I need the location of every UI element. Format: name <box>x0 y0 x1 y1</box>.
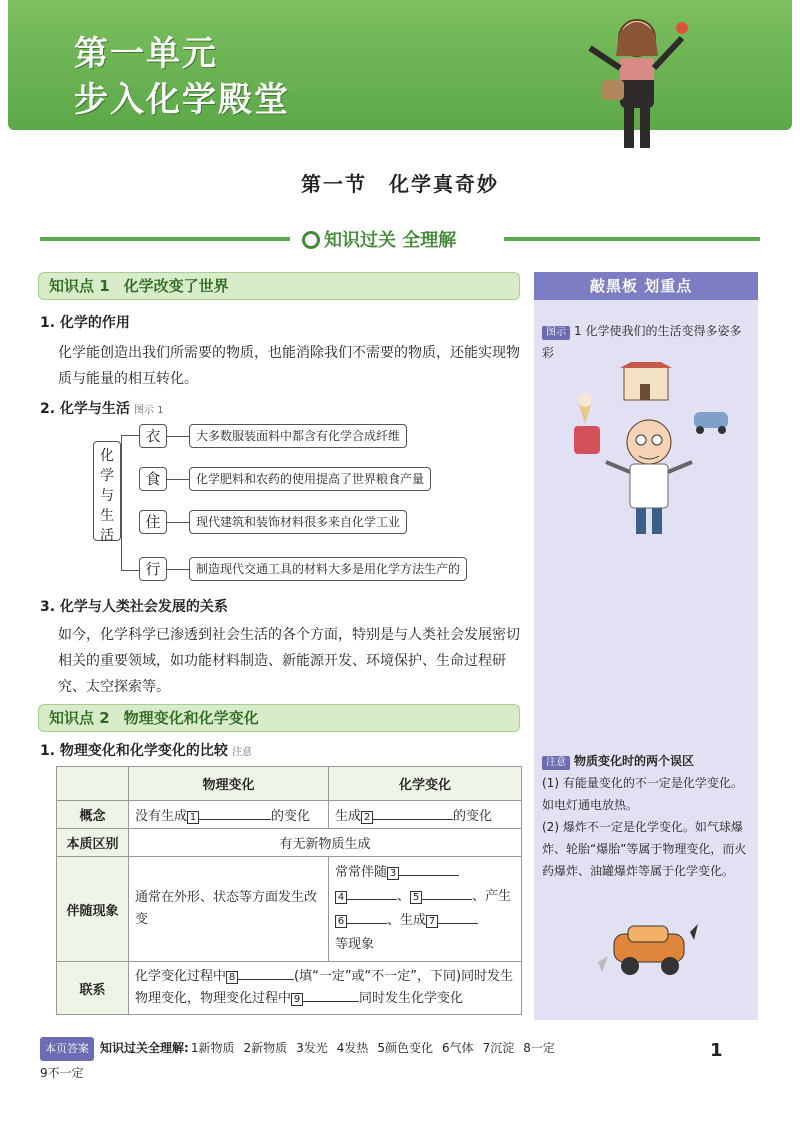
blank-5[interactable] <box>422 899 472 900</box>
sidebar-figure-note: 图示 1 化学使我们的生活变得多姿多彩 <box>542 324 742 360</box>
tree-text-clothing: 大多数服装面料中都含有化学合成纤维 <box>189 424 407 448</box>
blank-4[interactable] <box>347 899 397 900</box>
cell-chemical-phenomena: 常常伴随 3 4 、 5 、产生6 、生成 7 等现象 <box>329 857 522 962</box>
kp2-title: 物理变化和化学变化 <box>123 709 259 727</box>
tree-node-food: 食 <box>139 467 167 491</box>
knowledge-point-1-bar <box>38 272 520 300</box>
tree-text-housing: 现代建筑和装饰材料很多来自化学工业 <box>189 510 407 534</box>
tree-node-housing: 住 <box>139 510 167 534</box>
heading-chem-life: 2. 化学与生活 图示 1 <box>40 401 164 417</box>
answer-item: 8一定 <box>523 1041 555 1055</box>
sidebar-header: 敲黑板 划重点 <box>534 272 758 300</box>
tree-text-transport: 制造现代交通工具的材料大多是用化学方法生产的 <box>189 557 467 581</box>
heading-chem-role: 1. 化学的作用 <box>40 315 130 331</box>
tree-connector <box>167 436 189 437</box>
tree-connector <box>167 569 189 570</box>
para-chem-society: 如今，化学科学已渗透到社会生活的各个方面，特别是与人类社会发展密切相关的重要领域，如功能材料制造、新能源开发、环境保护、生命过程研究、太空探索等。 <box>58 627 520 695</box>
knowledge-divider <box>40 228 760 251</box>
kp1-title: 化学改变了世界 <box>123 277 229 295</box>
blank-8[interactable] <box>238 979 294 980</box>
swirl-icon <box>302 231 320 249</box>
heading-chem-society: 3. 化学与人类社会发展的关系 <box>40 599 228 615</box>
blank-1[interactable] <box>199 819 271 820</box>
answer-item: 1新物质 <box>190 1041 235 1055</box>
page-number: 1 <box>710 1040 723 1061</box>
tree-text-food: 化学肥料和农药的使用提高了世界粮食产量 <box>189 467 431 491</box>
cell-physical-phenomena: 通常在外形、状态等方面发生改变 <box>129 857 329 962</box>
row-label-relation: 联系 <box>57 962 129 1015</box>
answer-item: 5颜色变化 <box>377 1041 434 1055</box>
caution-point-2: (2) 爆炸不一定是化学变化。如气球爆炸、轮胎“爆胎”等属于物理变化，而火药爆炸、油罐爆炸等属于化学变化。 <box>542 820 747 878</box>
cell-relation: 化学变化过程中 8 (填“一定”或“不一定”，下同)同时发生物理变化，物理变化过程中 9 同时发生化学变化 <box>129 962 522 1015</box>
table-corner <box>57 767 129 801</box>
figure-tag: 图示 1 <box>133 405 164 416</box>
table-header-physical: 物理变化 <box>129 767 329 801</box>
tree-bracket <box>121 435 139 571</box>
answer-item: 7沉淀 <box>482 1041 515 1055</box>
answer-item: 3发光 <box>296 1041 328 1055</box>
blank-7[interactable] <box>438 923 478 924</box>
divider-line-right <box>504 237 760 241</box>
unit-banner <box>8 0 792 130</box>
divider-label: 知识过关 全理解 <box>302 226 456 252</box>
blank-3[interactable] <box>399 875 459 876</box>
tree-node-transport: 行 <box>139 557 167 581</box>
answer-item: 4发热 <box>336 1041 369 1055</box>
unit-title: 第一单元 <box>74 34 218 74</box>
kp1-number: 知识点 1 <box>49 277 110 295</box>
figure-tag: 图示 <box>542 326 570 340</box>
key-points-sidebar <box>534 272 758 1020</box>
tree-connector <box>167 522 189 523</box>
girl-mascot-illustration <box>582 8 692 158</box>
exploding-car-illustration <box>594 912 704 982</box>
knowledge-point-2-bar <box>38 704 520 732</box>
divider-line-left <box>40 237 290 241</box>
para-chem-role: 化学能创造出我们所需要的物质，也能消除我们不需要的物质，还能实现物质与能量的相互转化。 <box>58 345 520 387</box>
note-tag: 注意 <box>542 756 570 770</box>
comparison-table <box>56 766 522 1015</box>
tree-connector <box>167 479 189 480</box>
tree-root: 化学与生活 <box>93 441 121 541</box>
row-label-concept: 概念 <box>57 801 129 829</box>
blank-2[interactable] <box>373 819 453 820</box>
heading-change-compare: 1. 物理变化和化学变化的比较 注意 <box>40 743 252 759</box>
cell-essence: 有无新物质生成 <box>129 829 522 857</box>
unit-subtitle: 步入化学殿堂 <box>74 80 290 120</box>
cell-physical-concept: 没有生成 1 的变化 <box>129 801 329 829</box>
kp2-number: 知识点 2 <box>49 709 110 727</box>
answers-tag: 本页答案 <box>40 1037 94 1061</box>
answers-label: 知识过关全理解: <box>100 1041 189 1055</box>
section-title: 第一节 化学真奇妙 <box>301 172 499 196</box>
blank-9[interactable] <box>303 1001 359 1002</box>
blank-6[interactable] <box>347 923 387 924</box>
row-label-phenomena: 伴随现象 <box>57 857 129 962</box>
caution-point-1: (1) 有能量变化的不一定是化学变化。如电灯通电放热。 <box>542 776 743 812</box>
answer-item: 9不一定 <box>40 1066 84 1080</box>
note-tag: 注意 <box>231 747 252 758</box>
answer-item: 6气体 <box>442 1041 474 1055</box>
cell-chemical-concept: 生成 2 的变化 <box>329 801 522 829</box>
answer-item: 2新物质 <box>243 1041 288 1055</box>
row-label-essence: 本质区别 <box>57 829 129 857</box>
sidebar-caution-note: 注意 物质变化时的两个误区 (1) 有能量变化的不一定是化学变化。如电灯通电放热。 (2) 爆炸不一定是化学变化。如气球爆炸、轮胎“爆胎”等属于物理变化，而火药爆炸、油罐爆炸等属于化学变化。 <box>542 750 754 882</box>
scientist-illustration <box>564 362 734 542</box>
page-answers <box>40 1036 700 1085</box>
table-header-chemical: 化学变化 <box>329 767 522 801</box>
tree-node-clothing: 衣 <box>139 424 167 448</box>
